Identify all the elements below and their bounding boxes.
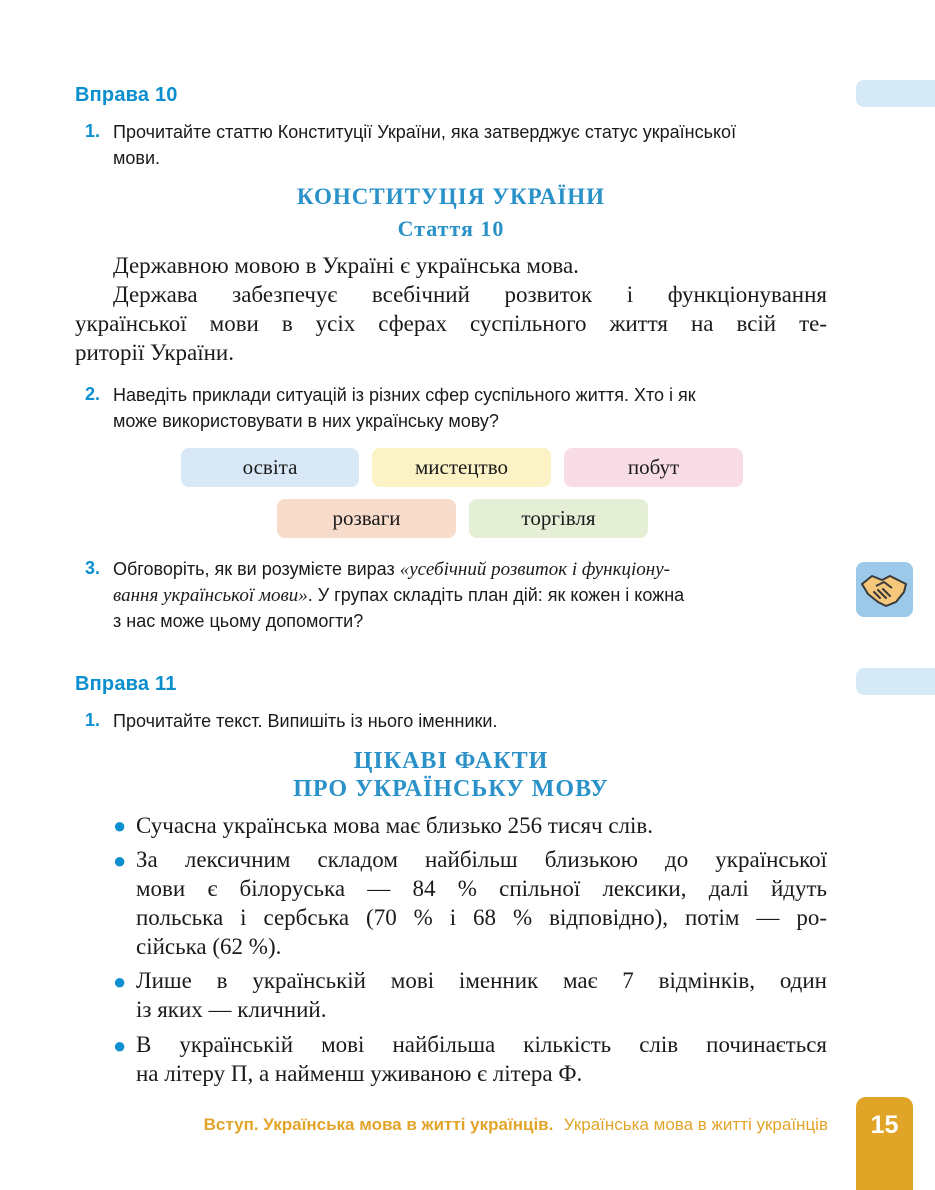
handshake-icon bbox=[856, 562, 913, 617]
constitution-heading: КОНСТИТУЦІЯ УКРАЇНИ bbox=[296, 184, 606, 209]
fact-2-line-3: польська і сербська (70 % і 68 % відповідно), потім — ро- bbox=[136, 905, 827, 930]
fact-2-line-1: За лексичним складом найбільш близькою до української bbox=[136, 847, 827, 872]
article-heading: Стаття 10 bbox=[397, 216, 505, 241]
task-3-text-cont: . У групах складіть план дій: як кожен і кожна bbox=[307, 585, 685, 605]
task-3-line-1 bbox=[113, 556, 670, 583]
task-1-text-line2: мови. bbox=[113, 148, 161, 168]
task-1-text-line1: Прочитайте статтю Конституції України, яка затверджує статус української bbox=[113, 122, 737, 142]
footer-running-head bbox=[204, 1115, 828, 1135]
task-2-number: 2. bbox=[85, 384, 101, 404]
exercise-10-title: Вправа 10 bbox=[75, 84, 178, 106]
chip-osvita: освіта bbox=[181, 448, 359, 487]
fact-4-line-1: В українській мові найбільша кількість слів починається bbox=[136, 1032, 827, 1057]
bullet-dot: ● bbox=[113, 813, 127, 838]
task-11-1-number: 1. bbox=[85, 710, 101, 730]
fact-3-line-1: Лише в українській мові іменник має 7 відмінків, один bbox=[136, 968, 827, 993]
fact-2-line-2: мови є білоруська — 84 % спільної лексики, далі йдуть bbox=[136, 876, 827, 901]
fact-1-line-1: Сучасна українська мова має близько 256 тисяч слів. bbox=[136, 813, 654, 838]
bullet-dot: ● bbox=[113, 848, 127, 873]
article-line-1: Державною мовою в Україні є українська мова. bbox=[113, 253, 579, 278]
article-line-2: Держава забезпечує всебічний розвиток і функціонування bbox=[113, 282, 827, 307]
chip-mystetstvo: мистецтво bbox=[372, 448, 551, 487]
exercise-11-title: Вправа 11 bbox=[75, 673, 177, 695]
task-3-quote-end: вання української мови» bbox=[113, 585, 308, 606]
side-tab-middle bbox=[856, 668, 935, 695]
page-number: 15 bbox=[870, 1111, 899, 1139]
task-3-line-2 bbox=[113, 582, 684, 609]
task-1-number: 1. bbox=[85, 121, 101, 141]
task-11-1-text: Прочитайте текст. Випишіть із нього іменники. bbox=[113, 711, 498, 731]
fact-3-line-2: із яких — кличний. bbox=[136, 997, 327, 1022]
task-3-quote: «усебічний розвиток і функціону- bbox=[399, 559, 670, 580]
chip-rozvahy: розваги bbox=[277, 499, 456, 538]
article-line-4: риторії України. bbox=[75, 340, 234, 365]
facts-heading-1: ЦІКАВІ ФАКТИ bbox=[353, 748, 549, 774]
bullet-dot: ● bbox=[113, 969, 127, 994]
task-3-text: Обговоріть, як ви розумієте вираз bbox=[113, 559, 400, 579]
footer-section-bold: Вступ. Українська мова в житті українців. bbox=[203, 1115, 554, 1134]
bullet-dot: ● bbox=[113, 1033, 127, 1058]
task-3-line-3: з нас може цьому допомогти? bbox=[113, 611, 364, 631]
task-2-text-line1: Наведіть приклади ситуацій із різних сфер суспільного життя. Хто і як bbox=[113, 385, 696, 405]
page-number-badge bbox=[856, 1097, 913, 1190]
fact-2-line-4: сійська (62 %). bbox=[136, 934, 282, 959]
chip-torhivlia: торгівля bbox=[469, 499, 648, 538]
article-line-3: української мови в усіх сферах суспільного життя на всій те- bbox=[75, 311, 827, 336]
footer-section-regular: Українська мова в житті українців bbox=[563, 1115, 828, 1134]
fact-4-line-2: на літеру П, а найменш уживаною є літера Ф. bbox=[136, 1061, 583, 1086]
task-3-number: 3. bbox=[85, 558, 101, 578]
chip-pobut: побут bbox=[564, 448, 743, 487]
task-2-text-line2: може використовувати в них українську мову? bbox=[113, 411, 499, 431]
side-tab-top bbox=[856, 80, 935, 107]
facts-heading-2: ПРО УКРАЇНСЬКУ МОВУ bbox=[293, 776, 609, 802]
